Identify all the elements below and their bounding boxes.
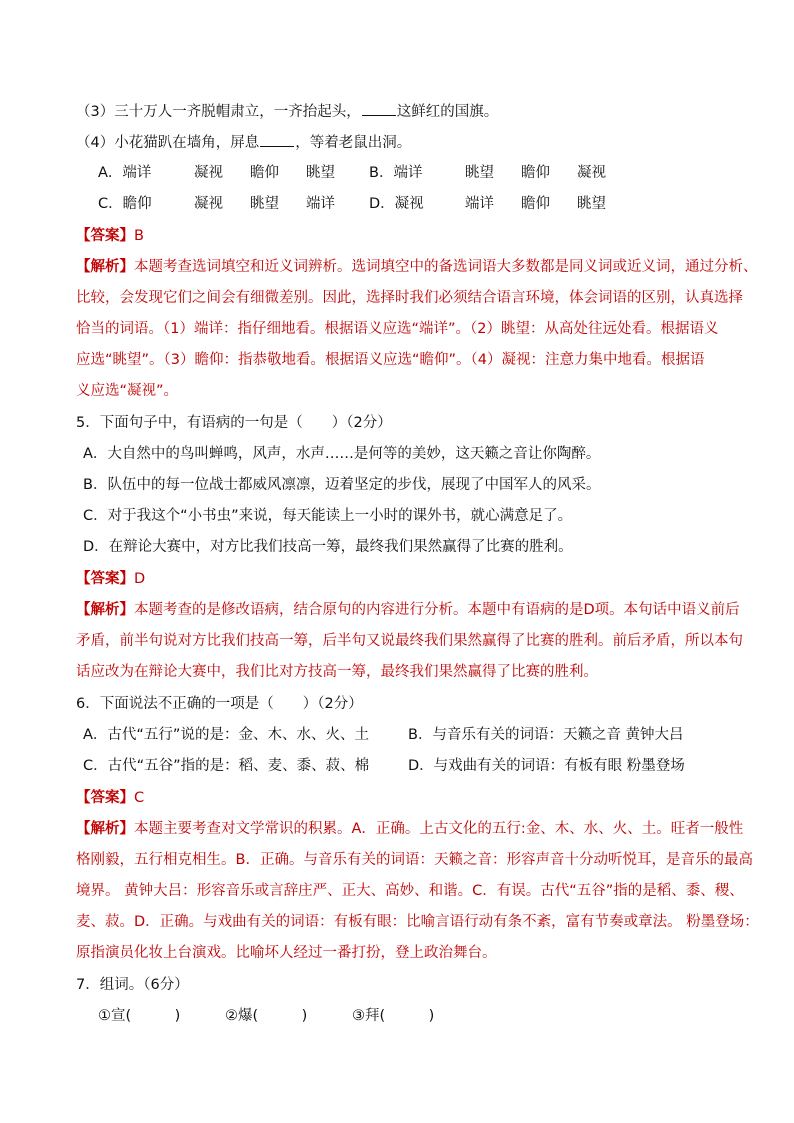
- q5-analysis-label: 【解析】: [76, 602, 134, 618]
- q4-option-row-1: [98, 163, 606, 183]
- q4-analysis-line-5: 义应选“凝视”。: [76, 383, 179, 399]
- q6-analysis-line-5: 原指演员化妆上台演戏。比喻坏人经过一番打扮，登上政治舞台。: [76, 945, 497, 961]
- q5-analysis-line-1: [76, 600, 740, 620]
- q7-item-1: ①宣( ): [98, 1008, 181, 1024]
- q4-option-b-3: 瞻仰: [521, 165, 550, 181]
- q4-option-b-2: 眺望: [465, 165, 494, 181]
- q4-answer-label: 【答案】: [76, 228, 134, 244]
- q4-analysis-label: 【解析】: [76, 259, 134, 275]
- q4-answer-value: B: [134, 228, 144, 244]
- q4-item-3: [76, 101, 498, 122]
- q4-analysis-line-4: 应选“眺望”。（3）瞻仰：指恭敬地看。根据语义应选“瞻仰”。（4）凝视：注意力集中地看。根据语: [76, 352, 705, 368]
- q6-answer: [76, 788, 144, 808]
- q4-item-4-blank: [260, 132, 294, 147]
- q5-answer: [76, 569, 145, 589]
- q4-option-d-3: 瞻仰: [521, 196, 550, 212]
- q5-analysis-text: 本题考查的是修改语病，结合原句的内容进行分析。本题中有语病的是D项。本句话中语义前后: [134, 602, 740, 618]
- q4-option-a-4: 眺望: [306, 165, 335, 181]
- q4-analysis-text: 本题考查选词填空和近义词辨析。选词填空中的备选词语大多数都是同义词或近义词，通过分析、: [134, 259, 758, 275]
- q6-analysis-line-2: 格刚毅，五行相克相生。B．正确。与音乐有关的词语：天籁之音：形容声音十分动听悦耳，是音乐的最高: [76, 852, 753, 868]
- q4-option-a-3: 瞻仰: [250, 165, 279, 181]
- q5-option-a: A．大自然中的鸟叫蝉鸣，风声，水声……是何等的美妙，这天籁之音让你陶醉。: [83, 446, 601, 462]
- q6-analysis-line-4: 麦、菽。D．正确。与戏曲有关的词语：有板有眼：比喻言语行动有条不紊，富有节奏或章法。 粉墨登场：: [76, 914, 759, 930]
- q4-item-4: [76, 132, 411, 153]
- q4-analysis-line-1: [76, 257, 758, 277]
- q6-option-d: D．与戏曲有关的词语：有板有眼 粉墨登场: [408, 758, 685, 774]
- q6-analysis-label: 【解析】: [76, 821, 134, 837]
- q6-option-b: B．与音乐有关的词语：天籁之音 黄钟大吕: [408, 727, 684, 743]
- q4-item-4-text: （4）小花猫趴在墙角，屏息: [76, 135, 260, 151]
- q4-item-3-tail: 这鲜红的国旗。: [396, 104, 499, 120]
- q4-option-d-4: 眺望: [577, 196, 606, 212]
- q5-option-c: C．对于我这个“小书虫”来说，每天能读上一小时的课外书，就心满意足了。: [83, 508, 573, 524]
- q5-stem: 5．下面句子中，有语病的一句是（ ）（2分）: [76, 415, 392, 431]
- q4-item-3-text: （3）三十万人一齐脱帽肃立，一齐抬起头，: [76, 104, 361, 120]
- q7-item-3: ③拜( ): [352, 1008, 435, 1024]
- q6-answer-value: C: [134, 790, 145, 806]
- q6-analysis-text: 本题主要考查对文学常识的积累。A．正确。上古文化的五行:金、木、水、火、土。旺者一般性: [134, 821, 744, 837]
- q5-analysis-line-3: 话应改为在辩论大赛中，我们比对方技高一筹，最终我们果然赢得了比赛的胜利。: [76, 664, 598, 680]
- q7-items: [98, 1006, 434, 1026]
- q6-analysis-line-3: 境界。 黄钟大吕：形容音乐或言辞庄严、正大、高妙、和谐。C．有误。古代“五谷”指的是稻、黍、稷、: [76, 883, 744, 899]
- q4-option-a-1: A．端详: [98, 165, 152, 181]
- q4-option-row-2: [98, 194, 606, 214]
- q4-option-c-1: C．瞻仰: [98, 196, 152, 212]
- q5-answer-value: D: [134, 571, 146, 587]
- q5-option-d: D．在辩论大赛中，对方比我们技高一筹，最终我们果然赢得了比赛的胜利。: [83, 539, 573, 555]
- q6-answer-label: 【答案】: [76, 790, 134, 806]
- q4-item-4-tail: ，等着老鼠出洞。: [295, 135, 412, 151]
- q4-option-c-4: 端详: [306, 196, 335, 212]
- q7-stem: 7．组词。（6分）: [76, 977, 189, 993]
- q4-analysis-line-3: 恰当的词语。（1）端详：指仔细地看。根据语义应选“端详”。（2）眺望：从高处往远处看。根据语义: [76, 321, 719, 337]
- q4-option-d-1: D．凝视: [369, 196, 424, 212]
- q5-answer-label: 【答案】: [76, 571, 134, 587]
- q5-option-b: B．队伍中的每一位战士都威风凛凛，迈着坚定的步伐，展现了中国军人的风采。: [83, 477, 601, 493]
- q6-option-a: A．古代“五行”说的是：金、木、水、火、土: [83, 727, 369, 743]
- q6-stem: 6．下面说法不正确的一项是（ ）（2分）: [76, 696, 363, 712]
- q4-option-c-3: 眺望: [250, 196, 279, 212]
- q4-analysis-line-2: 比较，会发现它们之间会有细微差别。因此，选择时我们必须结合语言环境，体会词语的区别，认真选择: [76, 290, 743, 306]
- q4-option-d-2: 端详: [465, 196, 494, 212]
- q4-item-3-blank: [362, 101, 396, 116]
- q4-option-c-2: 凝视: [194, 196, 223, 212]
- q7-item-2: ②爆( ): [225, 1008, 308, 1024]
- q6-analysis-line-1: [76, 819, 743, 839]
- q4-option-b-1: B．端详: [369, 165, 423, 181]
- q4-option-b-4: 凝视: [577, 165, 606, 181]
- q4-option-a-2: 凝视: [194, 165, 223, 181]
- q4-answer: [76, 226, 144, 246]
- q6-option-c: C．古代“五谷”指的是：稻、麦、黍、菽、棉: [83, 758, 370, 774]
- q5-analysis-line-2: 矛盾，前半句说对方比我们技高一筹，后半句又说最终我们果然赢得了比赛的胜利。前后矛盾，所以本句: [76, 633, 743, 649]
